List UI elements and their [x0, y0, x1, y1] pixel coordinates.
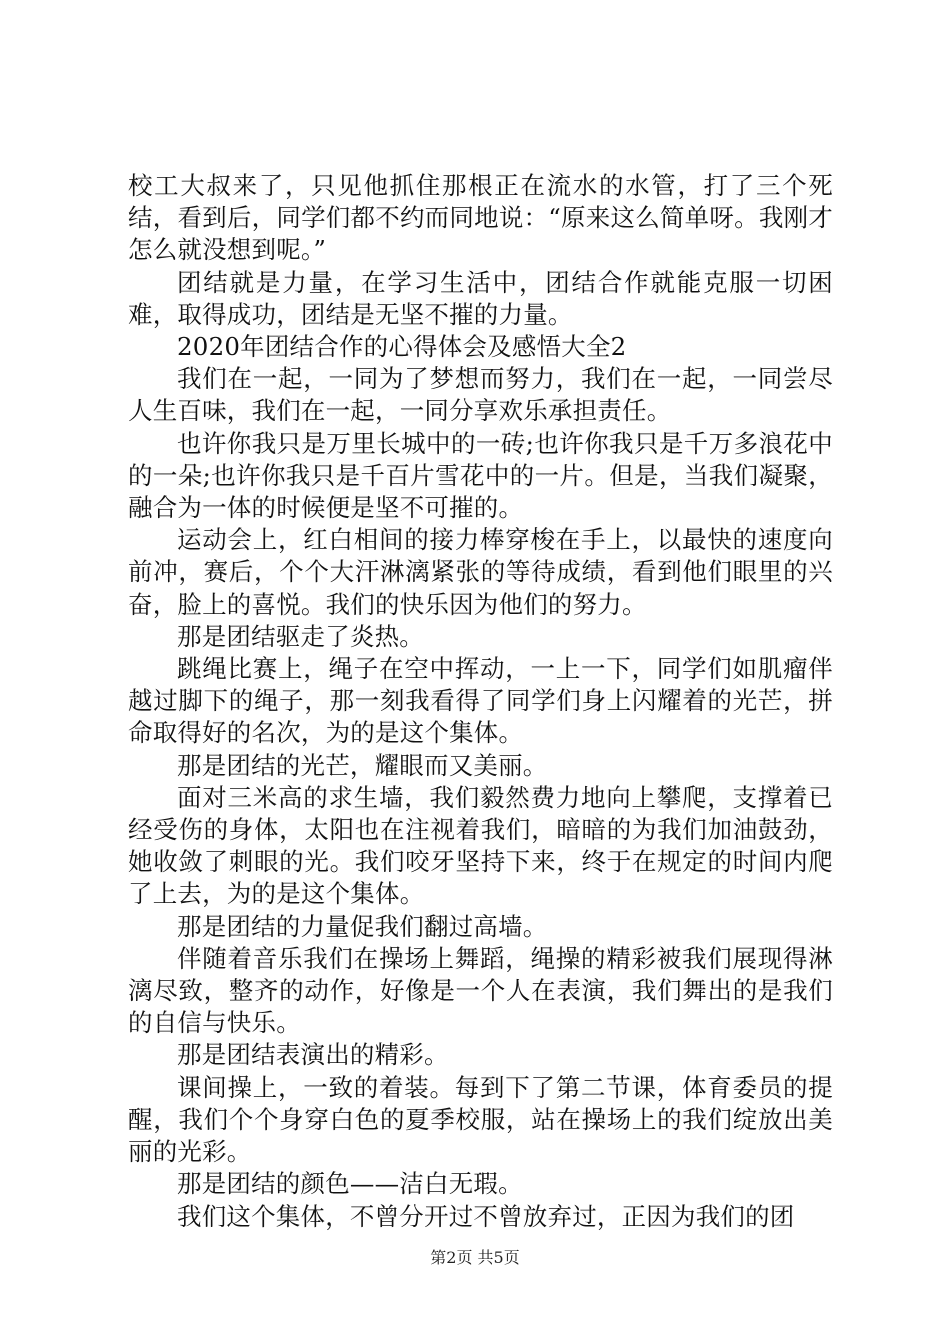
paragraph: 团结就是力量，在学习生活中，团结合作就能克服一切困难，取得成功，团结是无坚不摧的力量。 [128, 267, 833, 329]
paragraph: 校工大叔来了，只见他抓住那根正在流水的水管，打了三个死结，看到后，同学们都不约而同地说：“原来这么简单呀。我刚才怎么就没想到呢。” [128, 171, 833, 265]
paragraph: 我们在一起，一同为了梦想而努力，我们在一起，一同尝尽人生百味，我们在一起，一同分享欢乐承担责任。 [128, 364, 833, 426]
paragraph: 课间操上，一致的着装。每到下了第二节课，体育委员的提醒，我们个个身穿白色的夏季校服，站在操场上的我们绽放出美丽的光彩。 [128, 1072, 833, 1167]
paragraph: 那是团结的颜色——洁白无瑕。 [177, 1169, 523, 1199]
paragraph: 面对三米高的求生墙，我们毅然费力地向上攀爬，支撑着已经受伤的身体，太阳也在注视着我们，暗暗的为我们加油鼓劲，她收敛了刺眼的光。我们咬牙坚持下来，终于在规定的时间内爬了上去，为的是这个集体。 [128, 782, 833, 909]
document-body [128, 170, 833, 1233]
section-heading: 2020年团结合作的心得体会及感悟大全2 [177, 332, 627, 362]
paragraph: 那是团结驱走了炎热。 [177, 621, 424, 651]
paragraph: 伴随着音乐我们在操场上舞蹈，绳操的精彩被我们展现得淋漓尽致，整齐的动作，好像是一个人在表演，我们舞出的是我们的自信与快乐。 [128, 943, 833, 1038]
paragraph: 运动会上，红白相间的接力棒穿梭在手上，以最快的速度向前冲，赛后，个个大汗淋漓紧张的等待成绩，看到他们眼里的兴奋，脸上的喜悦。我们的快乐因为他们的努力。 [128, 525, 833, 619]
paragraph: 那是团结的光芒，耀眼而又美丽。 [177, 750, 548, 780]
paragraph: 那是团结的力量促我们翻过高墙。 [177, 911, 548, 941]
paragraph: 也许你我只是万里长城中的一砖;也许你我只是千万多浪花中的一朵;也许你我只是千百片雪花中的一片。但是，当我们凝聚，融合为一体的时候便是坚不可摧的。 [128, 428, 833, 523]
paragraph: 那是团结表演出的精彩。 [177, 1040, 449, 1070]
paragraph: 我们这个集体，不曾分开过不曾放弃过，正因为我们的团 [177, 1201, 795, 1231]
paragraph: 跳绳比赛上，绳子在空中挥动，一上一下，同学们如肌瘤伴越过脚下的绳子，那一刻我看得了同学们身上闪耀着的光芒，拼命取得好的名次，为的是这个集体。 [128, 654, 833, 748]
page-number-footer: 第2页 共5页 [430, 1248, 520, 1267]
